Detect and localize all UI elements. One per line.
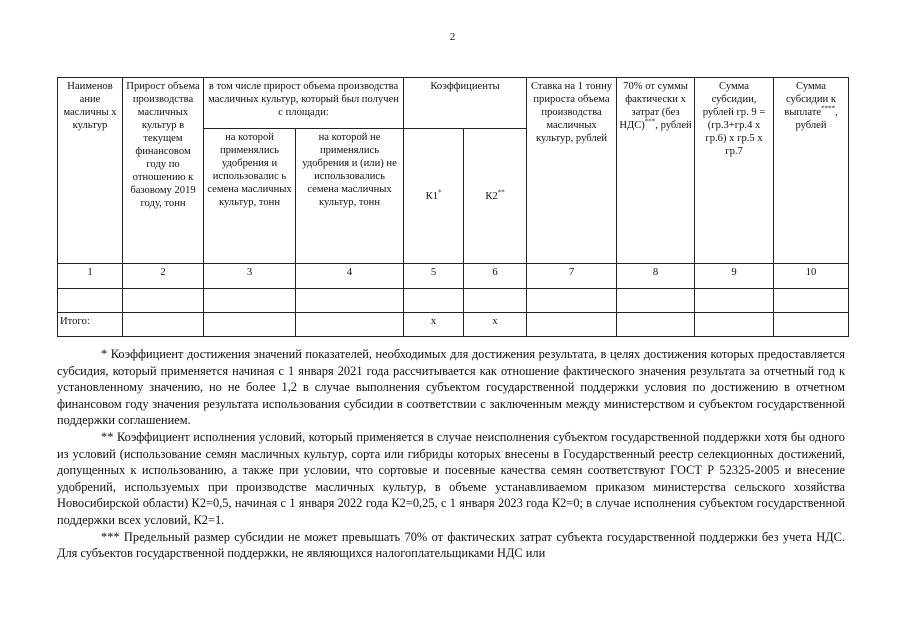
footnote-mark-2: ** bbox=[497, 187, 505, 196]
header-area-without-fertilizer: на которой не применялись удобрения и (или) не использовались семена масличных культур, тонн bbox=[296, 129, 404, 264]
table-header-row bbox=[58, 78, 849, 129]
footnote-mark-4: **** bbox=[821, 104, 836, 113]
total-k2-cell: х bbox=[464, 313, 527, 337]
column-number: 10 bbox=[774, 264, 849, 289]
empty-cell bbox=[527, 289, 617, 313]
empty-cell bbox=[774, 289, 849, 313]
header-rate-per-ton: Ставка на 1 тонну прироста объема производства масличных культур, рублей bbox=[527, 78, 617, 264]
empty-cell bbox=[404, 289, 464, 313]
header-production-growth: Прирост объема производства масличных культур в текущем финансовом году по отношению к базовому 2019 году, тонн bbox=[123, 78, 204, 264]
empty-cell bbox=[695, 313, 774, 337]
total-row bbox=[58, 313, 849, 337]
footnote-3: *** Предельный размер субсидии не может превышать 70% от фактических затрат субъекта государственной поддержки без учета НДС. Для субъектов государственной поддержки, не являющихся налогоплательщиками НДС или bbox=[57, 529, 845, 561]
footnote-mark-1: * bbox=[437, 187, 442, 196]
header-area-group: в том числе прирост объема производства масличных культур, который был получен с площади: bbox=[204, 78, 404, 129]
empty-cell bbox=[296, 289, 404, 313]
footnote-1: * Коэффициент достижения значений показателей, необходимых для достижения результата, в целях достижения которых предоставляется субсидия, который применяется начиная с 1 января 2021 года рассчитывается как отношение фактического значения результата за отчетный год к установленному значению, но не более 1,2 в случае выполнения субъектом государственной поддержки условия по достижению в отчетном финансовом году значения результата использования субсидии в соответствии с заключенным между министерством и субъектом государственной поддержки соглашением. bbox=[57, 347, 845, 428]
column-number: 2 bbox=[123, 264, 204, 289]
header-subsidy-payable-unit: , рублей bbox=[795, 107, 838, 131]
column-number-row bbox=[58, 264, 849, 289]
header-subsidy-payable bbox=[774, 78, 849, 264]
header-subsidy-amount: Сумма субсидии, рублей гр. 9 = (гр.3+гр.4 х гр.6) х гр.5 х гр.7 bbox=[695, 78, 774, 264]
footnote-2: ** Коэффициент исполнения условий, который применяется в случае неисполнения субъектом государственной поддержки хотя бы одного из условий (использование семян масличных культур, сорта или гибриды которых внесены в Государственный реестр селекционных достижений, допущенных к использованию, а также при условии, что сортовые и посевные качества семян соответствуют ГОСТ Р 52325-2005 и внесение удобрений, используемых при производстве масличных культур, в объеме устанавливаемом приказом министерства сельского хозяйства Новосибирской области) К2=0,5, начиная с 1 января 2022 года К2=0,25, с 1 января 2023 года К2=0; в случае исполнения субъектом государственной поддержки всех условий, К2=1. bbox=[57, 429, 845, 527]
total-label: Итого: bbox=[58, 313, 123, 337]
column-number: 4 bbox=[296, 264, 404, 289]
total-k1-cell: х bbox=[404, 313, 464, 337]
empty-cell bbox=[617, 289, 695, 313]
column-number: 5 bbox=[404, 264, 464, 289]
empty-cell bbox=[695, 289, 774, 313]
k1-label: К1 bbox=[425, 190, 438, 202]
empty-cell bbox=[204, 313, 296, 337]
empty-cell bbox=[296, 313, 404, 337]
empty-cell bbox=[204, 289, 296, 313]
column-number: 3 bbox=[204, 264, 296, 289]
footnotes bbox=[57, 346, 845, 562]
header-coefficients: Коэффициенты bbox=[404, 78, 527, 129]
empty-cell bbox=[123, 289, 204, 313]
k2-label: К2 bbox=[485, 190, 498, 202]
empty-cell bbox=[774, 313, 849, 337]
header-actual-costs-unit: , рублей bbox=[655, 120, 692, 131]
footnote-mark-3: *** bbox=[644, 117, 656, 126]
header-actual-costs bbox=[617, 78, 695, 264]
column-number: 1 bbox=[58, 264, 123, 289]
header-k2 bbox=[464, 129, 527, 264]
empty-cell bbox=[123, 313, 204, 337]
column-number: 7 bbox=[527, 264, 617, 289]
empty-cell bbox=[617, 313, 695, 337]
column-number: 9 bbox=[695, 264, 774, 289]
header-actual-costs-text: 70% от суммы фактически х затрат (без НДС) bbox=[619, 81, 688, 131]
column-number: 8 bbox=[617, 264, 695, 289]
table-row bbox=[58, 289, 849, 313]
column-number: 6 bbox=[464, 264, 527, 289]
empty-cell bbox=[527, 313, 617, 337]
header-k1 bbox=[404, 129, 464, 264]
page-number: 2 bbox=[449, 31, 456, 43]
subsidy-calculation-table bbox=[57, 77, 849, 337]
empty-cell bbox=[58, 289, 123, 313]
header-area-with-fertilizer: на которой применялись удобрения и использовалис ь семена масличных культур, тонн bbox=[204, 129, 296, 264]
header-crop-name: Наименов ание масличны х культур bbox=[58, 78, 123, 264]
empty-cell bbox=[464, 289, 527, 313]
header-subsidy-payable-text: Сумма субсидии к выплате bbox=[784, 81, 837, 118]
